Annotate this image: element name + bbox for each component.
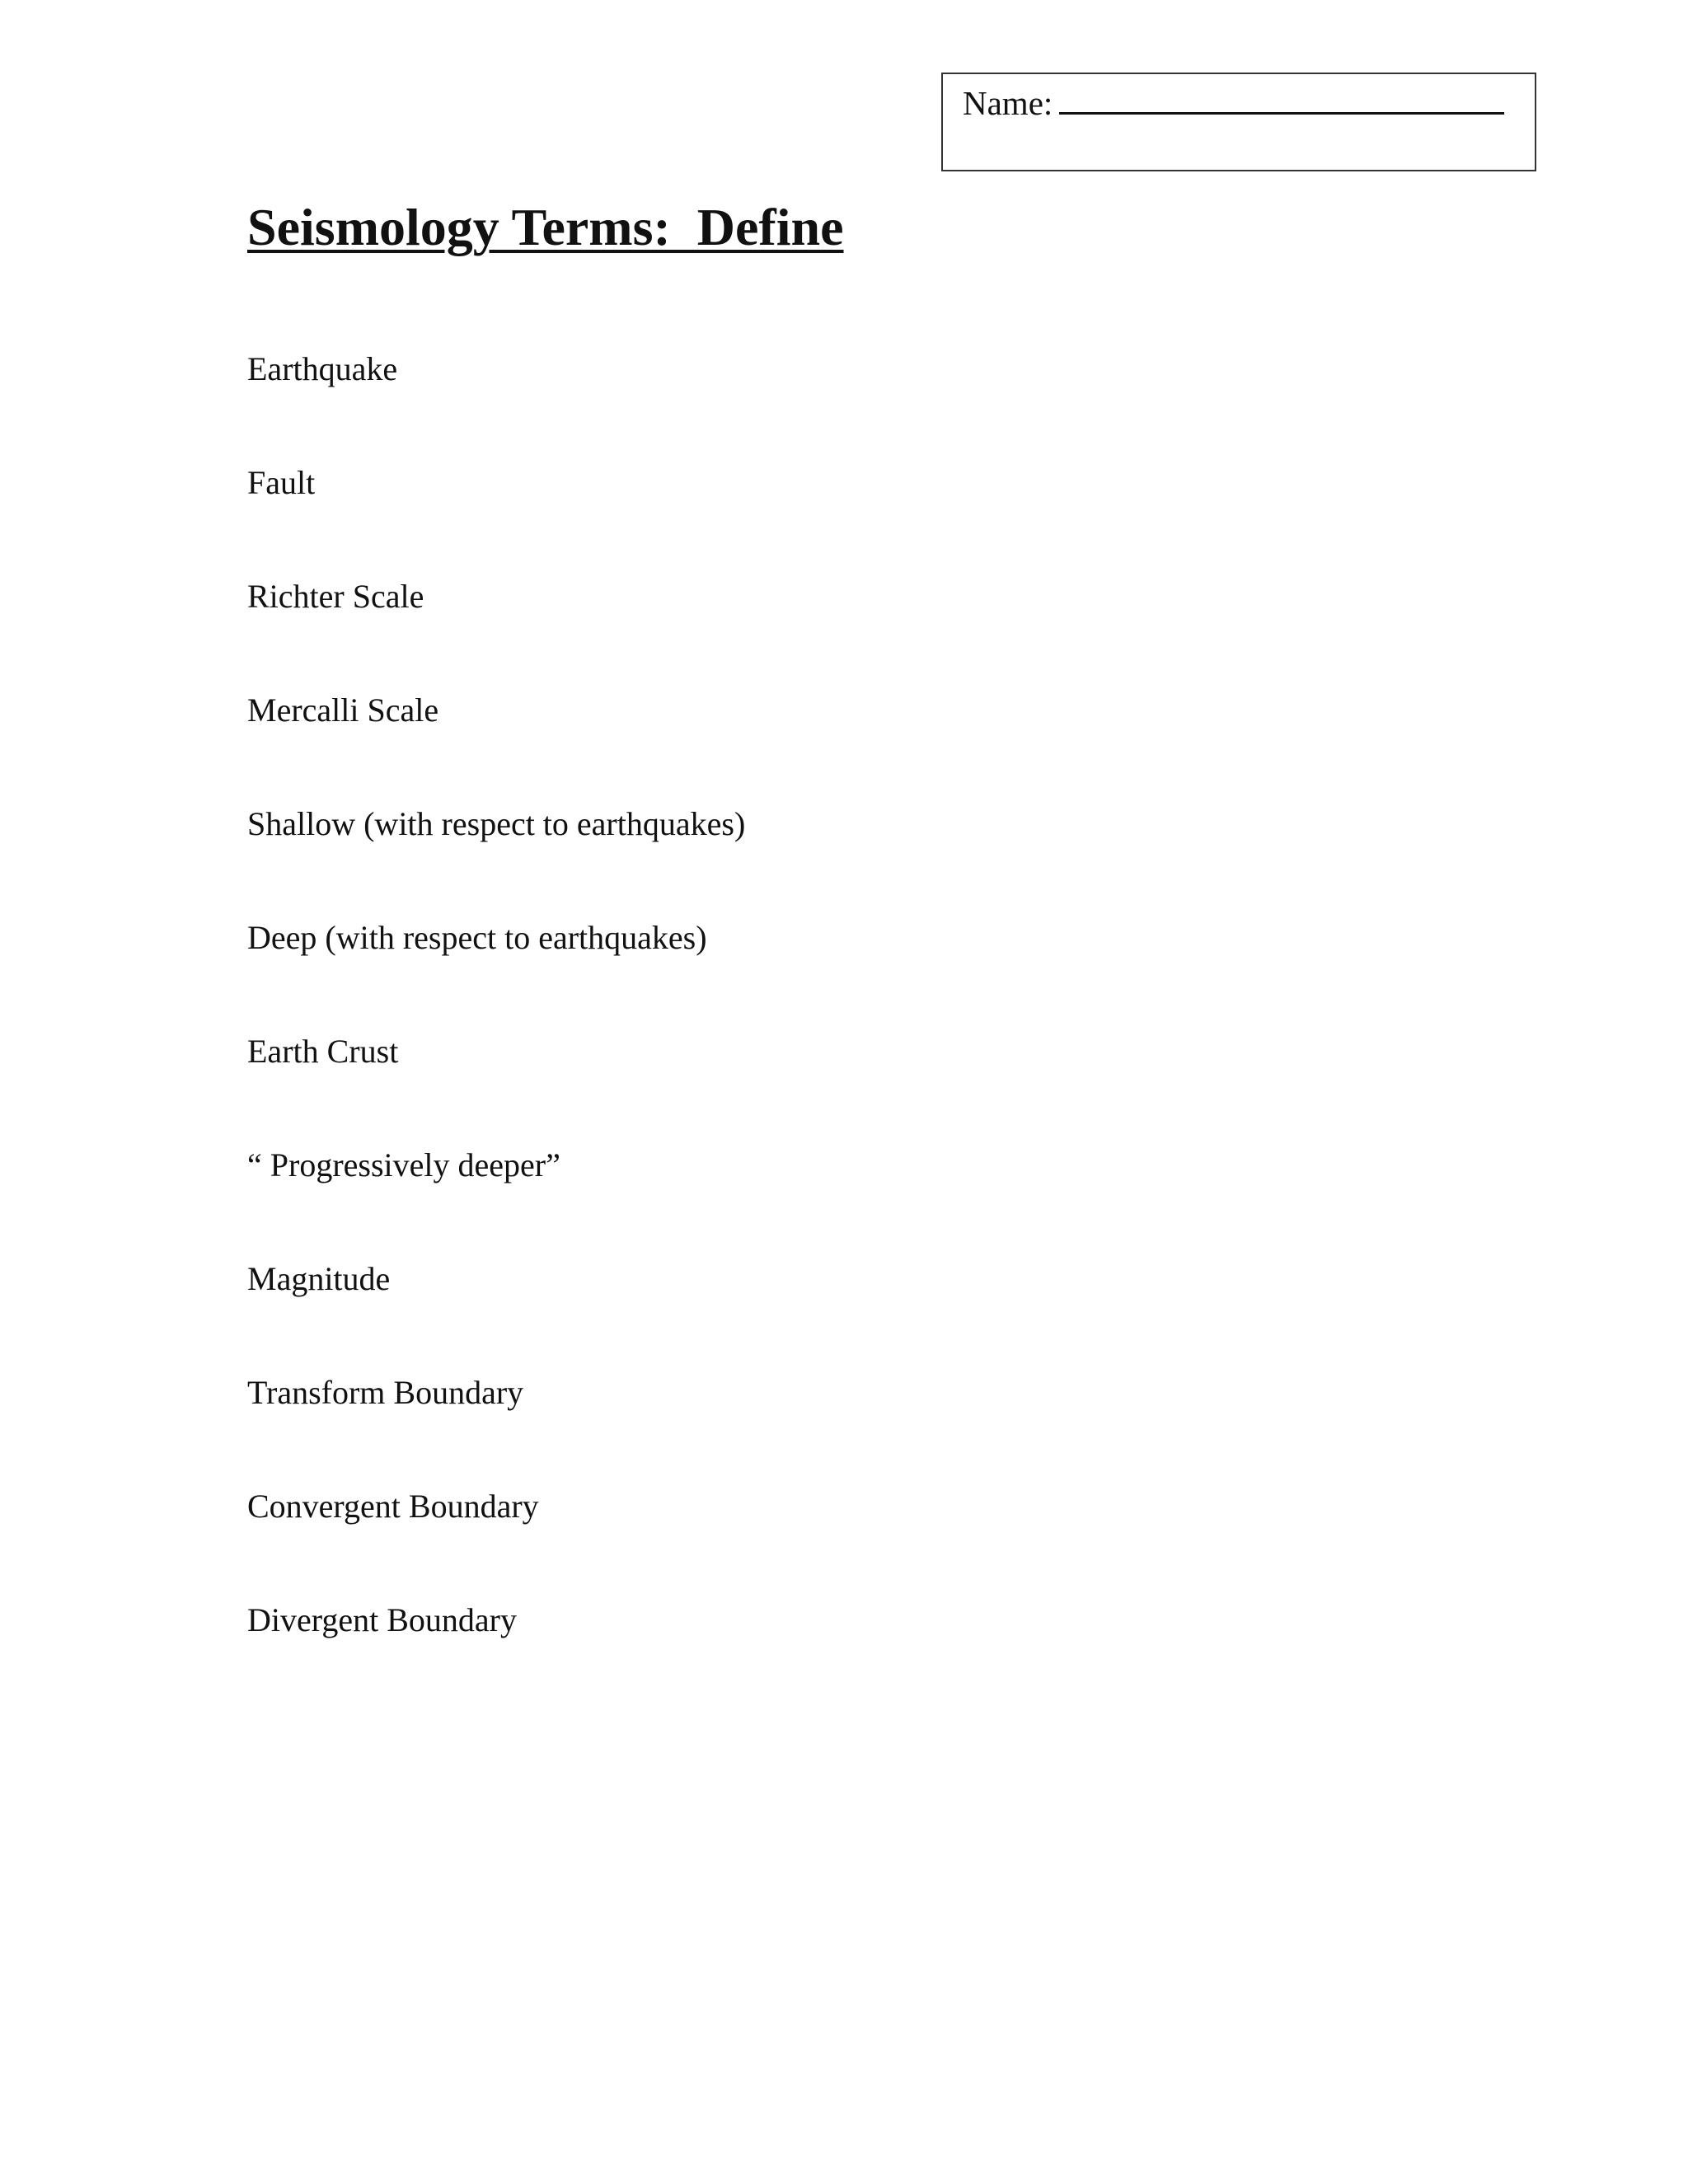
term-item: Richter Scale bbox=[247, 578, 424, 615]
term-item: Shallow (with respect to earthquakes) bbox=[247, 805, 746, 842]
term-item: Transform Boundary bbox=[247, 1374, 524, 1411]
term-item: Mercalli Scale bbox=[247, 691, 439, 729]
term-item: Fault bbox=[247, 464, 316, 501]
term-item: Earthquake bbox=[247, 350, 398, 387]
term-list bbox=[247, 344, 745, 1709]
term-item: “ Progressively deeper” bbox=[247, 1146, 560, 1183]
name-box bbox=[941, 73, 1536, 171]
term-item: Divergent Boundary bbox=[247, 1601, 517, 1638]
term-item: Earth Crust bbox=[247, 1033, 399, 1070]
page-title: Seismology Terms: Define bbox=[247, 198, 844, 256]
name-blank-line[interactable] bbox=[1059, 82, 1504, 115]
name-label-row bbox=[963, 82, 1504, 124]
name-label: Name: bbox=[963, 84, 1053, 122]
term-item: Convergent Boundary bbox=[247, 1488, 539, 1525]
term-item: Magnitude bbox=[247, 1260, 391, 1297]
term-item: Deep (with respect to earthquakes) bbox=[247, 919, 707, 956]
